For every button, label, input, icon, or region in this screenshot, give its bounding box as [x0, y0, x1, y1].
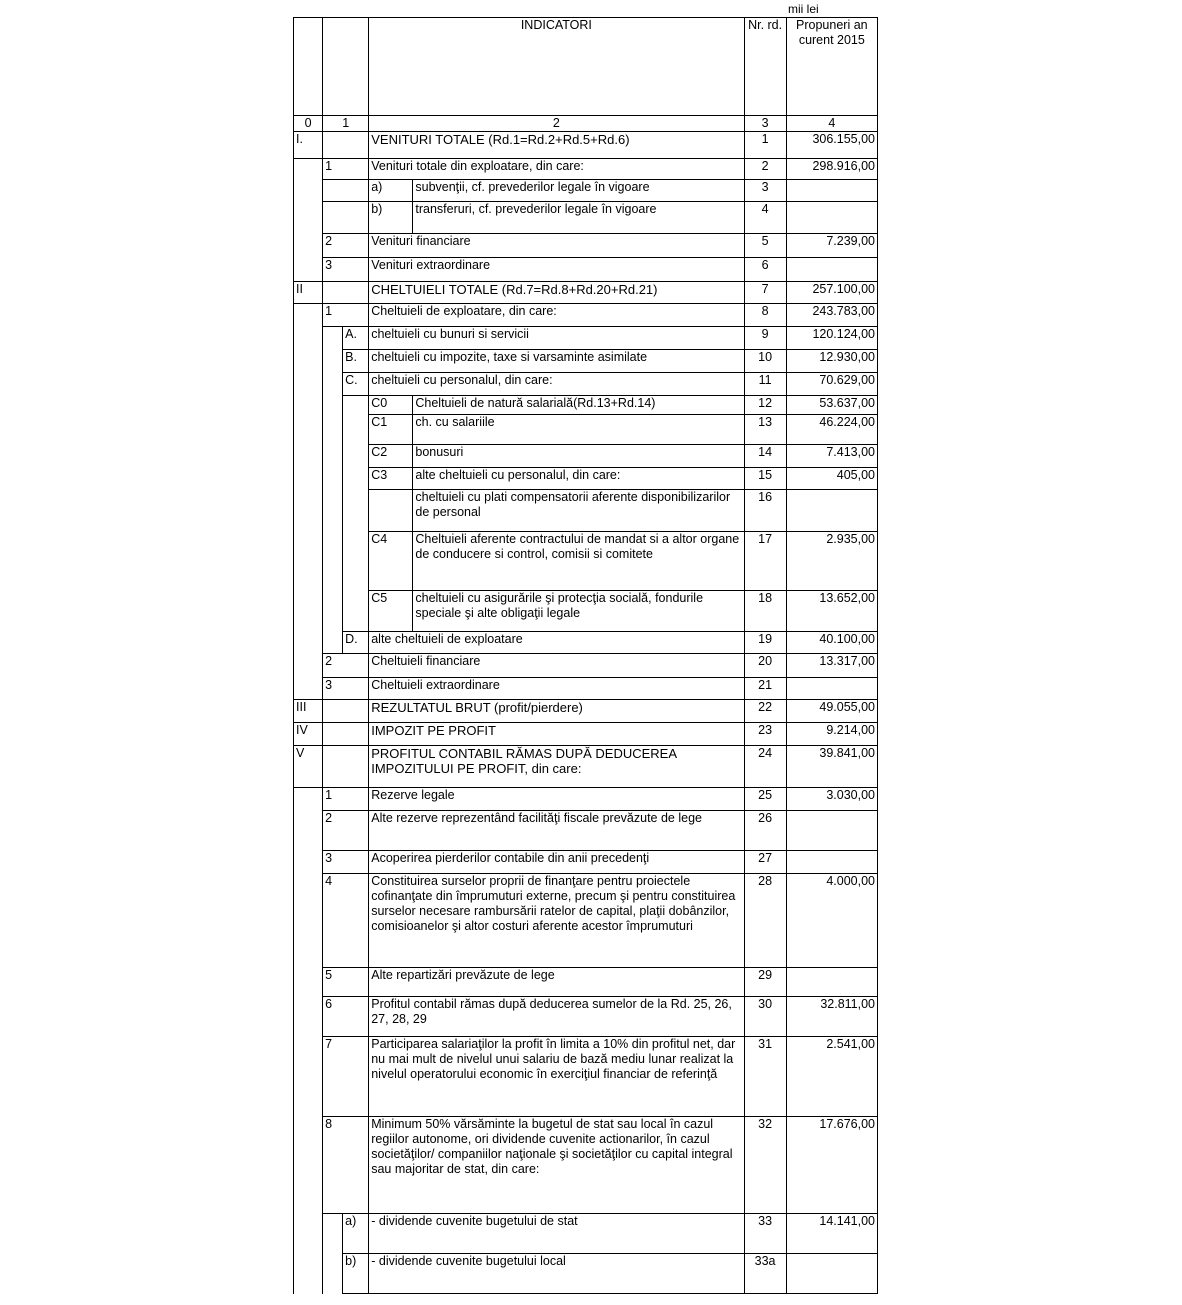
- indicator-text: CHELTUIELI TOTALE (Rd.7=Rd.8+Rd.20+Rd.21): [369, 282, 744, 304]
- value: 405,00: [786, 468, 877, 490]
- row-number: 13: [744, 415, 786, 445]
- value: [786, 202, 877, 234]
- section-roman: I.: [294, 132, 323, 159]
- table-row: [294, 1117, 878, 1214]
- item-number: 7: [323, 1037, 369, 1117]
- value: [786, 678, 877, 700]
- table-row: [294, 282, 878, 304]
- code-label: C5: [369, 591, 413, 632]
- row-number: 2: [744, 159, 786, 180]
- table-row: [294, 1037, 878, 1117]
- row-number: 20: [744, 654, 786, 678]
- table-row: [294, 678, 878, 700]
- indicator-text: Constituirea surselor proprii de finanţare pentru proiectele cofinanţate din împrumuturi externe, precum şi pentru constituirea surselor necesare rambursării ratelor de capital, plaţii dobânzilor, comisioanelor şi altor costuri aferente acestor împrumuturi: [369, 874, 744, 968]
- table-row: [294, 258, 878, 282]
- table-row: [294, 997, 878, 1037]
- value: 46.224,00: [786, 415, 877, 445]
- code-label: C3: [369, 468, 413, 490]
- row-number: 3: [744, 180, 786, 202]
- indicator-text: Cheltuieli financiare: [369, 654, 744, 678]
- row-number: 19: [744, 632, 786, 654]
- row-number: 28: [744, 874, 786, 968]
- table-row: [294, 373, 878, 396]
- indicator-text: Acoperirea pierderilor contabile din anii precedenţi: [369, 851, 744, 874]
- code-label: C1: [369, 415, 413, 445]
- budget-table: [293, 17, 878, 1294]
- item-number: 5: [323, 968, 369, 997]
- indicator-text: cheltuieli cu bunuri si servicii: [369, 327, 744, 350]
- table-row: [294, 159, 878, 180]
- table-row: [294, 234, 878, 258]
- header-indicatori: INDICATORI: [369, 18, 744, 116]
- value: 243.783,00: [786, 304, 877, 327]
- indicator-text: alte cheltuieli cu personalul, din care:: [413, 468, 744, 490]
- item-number: 1: [323, 304, 369, 327]
- table-row: [294, 415, 878, 445]
- value: 53.637,00: [786, 396, 877, 415]
- indicator-text: Alte rezerve reprezentând facilităţi fiscale prevăzute de lege: [369, 811, 744, 851]
- row-number: 16: [744, 490, 786, 532]
- row-number: 18: [744, 591, 786, 632]
- table-row: [294, 350, 878, 373]
- value: 3.030,00: [786, 788, 877, 811]
- item-number: 3: [323, 258, 369, 282]
- value: 32.811,00: [786, 997, 877, 1037]
- indicator-text: Alte repartizări prevăzute de lege: [369, 968, 744, 997]
- sub-letter: A.: [343, 327, 369, 350]
- row-number: 30: [744, 997, 786, 1037]
- row-number: 5: [744, 234, 786, 258]
- value: 12.930,00: [786, 350, 877, 373]
- indicator-text: Participarea salariaţilor la profit în limita a 10% din profitul net, dar nu mai mult de nivelul unui salariu de bază mediu lunar realizat la nivelul operatorului economic în exerciţiul financiar de referinţă: [369, 1037, 744, 1117]
- row-number: 31: [744, 1037, 786, 1117]
- item-number: 3: [323, 678, 369, 700]
- indicator-text: alte cheltuieli de exploatare: [369, 632, 744, 654]
- value: 120.124,00: [786, 327, 877, 350]
- item-number: 3: [323, 851, 369, 874]
- value: 7.239,00: [786, 234, 877, 258]
- table-row: [294, 746, 878, 788]
- value: 306.155,00: [786, 132, 877, 159]
- section-roman: V: [294, 746, 323, 788]
- row-number: 32: [744, 1117, 786, 1214]
- item-number: 2: [323, 654, 369, 678]
- col-number: 3: [744, 116, 786, 132]
- indicator-text: - dividende cuvenite bugetului de stat: [369, 1214, 744, 1254]
- indicator-text: cheltuieli cu plati compensatorii aferente disponibilizarilor de personal: [413, 490, 744, 532]
- value: [786, 851, 877, 874]
- code-label: C2: [369, 445, 413, 468]
- value: 39.841,00: [786, 746, 877, 788]
- value: 14.141,00: [786, 1214, 877, 1254]
- indicator-text: VENITURI TOTALE (Rd.1=Rd.2+Rd.5+Rd.6): [369, 132, 744, 159]
- row-number: 1: [744, 132, 786, 159]
- unit-label: mii lei: [788, 2, 819, 16]
- indicator-text: Venituri extraordinare: [369, 258, 744, 282]
- value: 49.055,00: [786, 700, 877, 723]
- code-label: C4: [369, 532, 413, 591]
- table-row: [294, 202, 878, 234]
- row-number: 7: [744, 282, 786, 304]
- indicator-text: PROFITUL CONTABIL RĂMAS DUPĂ DEDUCEREA IMPOZITULUI PE PROFIT, din care:: [369, 746, 744, 788]
- table-row: [294, 591, 878, 632]
- value: 17.676,00: [786, 1117, 877, 1214]
- item-number: 8: [323, 1117, 369, 1214]
- indicator-text: transferuri, cf. prevederilor legale în vigoare: [413, 202, 744, 234]
- row-number: 29: [744, 968, 786, 997]
- col-number: 1: [323, 116, 369, 132]
- item-number: 2: [323, 811, 369, 851]
- value: [786, 490, 877, 532]
- value: 298.916,00: [786, 159, 877, 180]
- value: [786, 1254, 877, 1294]
- row-number: 10: [744, 350, 786, 373]
- sub-letter: B.: [343, 350, 369, 373]
- value: [786, 180, 877, 202]
- value: 2.935,00: [786, 532, 877, 591]
- row-number: 15: [744, 468, 786, 490]
- item-number: 4: [323, 874, 369, 968]
- row-number: 9: [744, 327, 786, 350]
- section-roman: IV: [294, 723, 323, 746]
- sub-letter: C.: [343, 373, 369, 396]
- row-number: 26: [744, 811, 786, 851]
- value: [786, 811, 877, 851]
- indicator-text: cheltuieli cu asigurările şi protecţia socială, fondurile speciale şi alte obligaţii legale: [413, 591, 744, 632]
- item-number: 2: [323, 234, 369, 258]
- table-row: [294, 532, 878, 591]
- col-number: 2: [369, 116, 744, 132]
- value: 9.214,00: [786, 723, 877, 746]
- table-row: [294, 968, 878, 997]
- code-label: [369, 490, 413, 532]
- row-number: 8: [744, 304, 786, 327]
- table-row: [294, 490, 878, 532]
- table-row: [294, 788, 878, 811]
- value: 257.100,00: [786, 282, 877, 304]
- table-row: [294, 874, 878, 968]
- code-label: C0: [369, 396, 413, 415]
- table-row: [294, 1214, 878, 1254]
- item-number: 1: [323, 788, 369, 811]
- row-number: 24: [744, 746, 786, 788]
- table-row: [294, 632, 878, 654]
- value: 13.317,00: [786, 654, 877, 678]
- value: 70.629,00: [786, 373, 877, 396]
- section-roman: II: [294, 282, 323, 304]
- row-number: 11: [744, 373, 786, 396]
- value: 4.000,00: [786, 874, 877, 968]
- indicator-text: - dividende cuvenite bugetului local: [369, 1254, 744, 1294]
- row-number: 12: [744, 396, 786, 415]
- row-number: 27: [744, 851, 786, 874]
- indicator-text: ch. cu salariile: [413, 415, 744, 445]
- table-row: [294, 180, 878, 202]
- row-number: 14: [744, 445, 786, 468]
- row-number: 6: [744, 258, 786, 282]
- row-number: 25: [744, 788, 786, 811]
- value: 13.652,00: [786, 591, 877, 632]
- value: 7.413,00: [786, 445, 877, 468]
- row-number: 22: [744, 700, 786, 723]
- table-row: [294, 445, 878, 468]
- table-row: [294, 468, 878, 490]
- indicator-text: Cheltuieli de natură salarială(Rd.13+Rd.14): [413, 396, 744, 415]
- indicator-text: subvenţii, cf. prevederilor legale în vigoare: [413, 180, 744, 202]
- indicator-text: Minimum 50% vărsăminte la bugetul de stat sau local în cazul regiilor autonome, ori dividende cuvenite actionarilor, în cazul societăţilor/ companiilor naţionale şi societăţilor cu capital integral sau majoritar de stat, din care:: [369, 1117, 744, 1214]
- value: [786, 968, 877, 997]
- indicator-text: Rezerve legale: [369, 788, 744, 811]
- header-col0: [294, 18, 323, 116]
- indicator-text: Cheltuieli extraordinare: [369, 678, 744, 700]
- row-number: 17: [744, 532, 786, 591]
- indicator-text: cheltuieli cu personalul, din care:: [369, 373, 744, 396]
- sub-letter: a): [369, 180, 413, 202]
- value: 2.541,00: [786, 1037, 877, 1117]
- table-row: [294, 723, 878, 746]
- sub-letter: b): [369, 202, 413, 234]
- header-nr-rd: Nr. rd.: [744, 18, 786, 116]
- value: [786, 258, 877, 282]
- sub-letter: a): [343, 1214, 369, 1254]
- section-roman: III: [294, 700, 323, 723]
- row-number: 21: [744, 678, 786, 700]
- indicator-text: Cheltuieli de exploatare, din care:: [369, 304, 744, 327]
- indicator-text: bonusuri: [413, 445, 744, 468]
- header-col1: [323, 18, 369, 116]
- indicator-text: Venituri totale din exploatare, din care:: [369, 159, 744, 180]
- indicator-text: Cheltuieli aferente contractului de mandat si a altor organe de conducere si control, comisii si comitete: [413, 532, 744, 591]
- item-number: 1: [323, 159, 369, 180]
- table-row: [294, 700, 878, 723]
- item-number: 6: [323, 997, 369, 1037]
- row-number: 4: [744, 202, 786, 234]
- table-row: [294, 1254, 878, 1294]
- indicator-text: Venituri financiare: [369, 234, 744, 258]
- row-number: 33: [744, 1214, 786, 1254]
- sub-letter: b): [343, 1254, 369, 1294]
- indicator-text: REZULTATUL BRUT (profit/pierdere): [369, 700, 744, 723]
- row-number: 33a: [744, 1254, 786, 1294]
- row-number: 23: [744, 723, 786, 746]
- table-row: [294, 132, 878, 159]
- sub-letter: D.: [343, 632, 369, 654]
- indicator-text: IMPOZIT PE PROFIT: [369, 723, 744, 746]
- table-row: [294, 304, 878, 327]
- header-propuneri: Propuneri an curent 2015: [786, 18, 877, 116]
- indicator-text: cheltuieli cu impozite, taxe si varsaminte asimilate: [369, 350, 744, 373]
- table-row: [294, 396, 878, 415]
- table-row: [294, 851, 878, 874]
- value: 40.100,00: [786, 632, 877, 654]
- table-row: [294, 327, 878, 350]
- table-row: [294, 811, 878, 851]
- col-number: 0: [294, 116, 323, 132]
- table-row: [294, 654, 878, 678]
- col-number: 4: [786, 116, 877, 132]
- indicator-text: Profitul contabil rămas după deducerea sumelor de la Rd. 25, 26, 27, 28, 29: [369, 997, 744, 1037]
